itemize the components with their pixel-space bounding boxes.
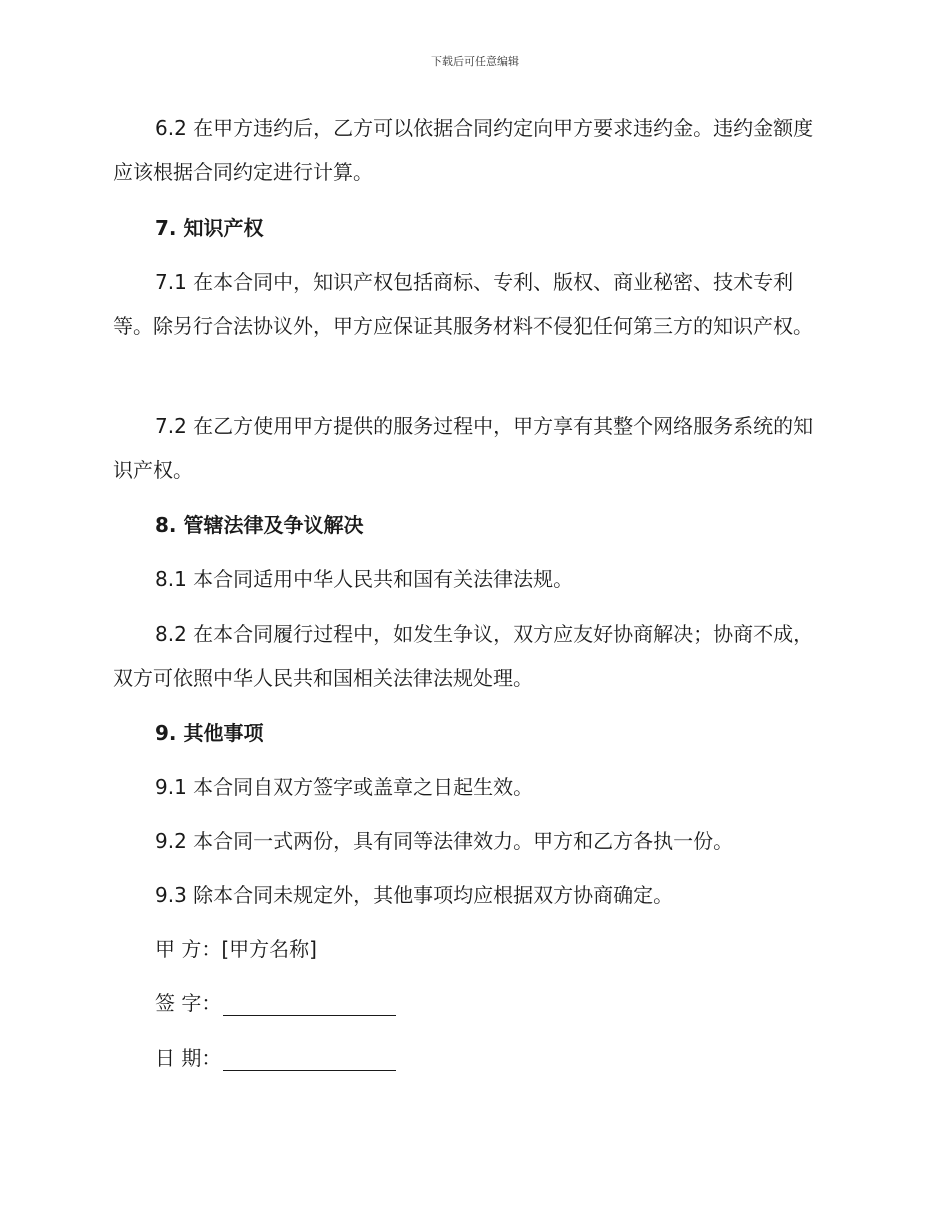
date-row [155,1036,396,1080]
date-blank-line[interactable] [223,1050,396,1071]
clause-9-3: 9.3 除本合同未规定外，其他事项均应根据双方协商确定。 [155,883,674,907]
clause-7-2: 7.2 在乙方使用甲方提供的服务过程中，甲方享有其整个网络服务系统的知识产权。 [113,414,814,482]
clause-7-1: 7.1 在本合同中，知识产权包括商标、专利、版权、商业秘密、技术专利等。除另行合法协议外，甲方应保证其服务材料不侵犯任何第三方的知识产权。 [113,270,813,338]
party-a-name: [甲方名称] [221,937,317,961]
party-a-label: 甲 方： [155,937,222,961]
header-note: 下载后可任意编辑 [431,55,519,68]
section-8-title: 8. 管辖法律及争议解决 [155,513,364,537]
party-a-row [155,927,317,971]
clause-8-2: 8.2 在本合同履行过程中，如发生争议，双方应友好协商解决；协商不成，双方可依照中华人民共和国相关法律法规处理。 [113,622,814,690]
section-7-title: 7. 知识产权 [155,216,264,240]
section-9-title: 9. 其他事项 [155,721,264,745]
date-label: 日 期： [155,1046,222,1070]
signature-label: 签 字： [155,991,222,1015]
clause-9-1: 9.1 本合同自双方签字或盖章之日起生效。 [155,775,534,799]
clause-9-2: 9.2 本合同一式两份，具有同等法律效力。甲方和乙方各执一份。 [155,829,734,853]
signature-row [155,981,396,1025]
signature-blank-line[interactable] [223,995,396,1016]
clause-6-2: 6.2 在甲方违约后，乙方可以依据合同约定向甲方要求违约金。违约金额度应该根据合同约定进行计算。 [113,116,814,184]
clause-8-1: 8.1 本合同适用中华人民共和国有关法律法规。 [155,567,574,591]
